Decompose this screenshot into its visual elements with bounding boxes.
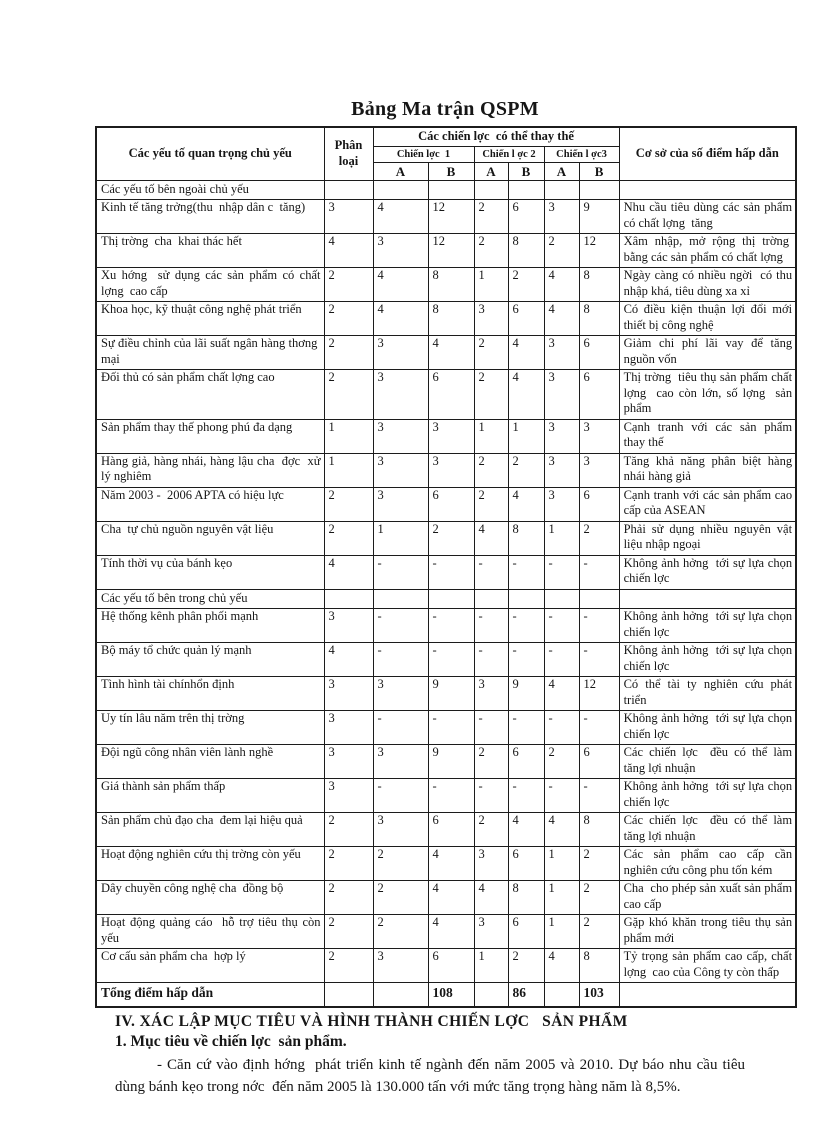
score-b1-cell: 6: [428, 949, 474, 983]
score-a3-cell: 1: [544, 847, 579, 881]
score-b3-cell: 9: [579, 200, 619, 234]
section-heading: IV. XÁC LẬP MỤC TIÊU VÀ HÌNH THÀNH CHIẾN LỢC SẢN PHẨM: [115, 1012, 628, 1030]
score-b1-cell: -: [428, 643, 474, 677]
classification-cell: 2: [324, 915, 373, 949]
score-b1-cell: 6: [428, 370, 474, 420]
score-a3-cell: [544, 983, 579, 1007]
score-a2-cell: -: [474, 711, 508, 745]
data-row: [96, 453, 796, 487]
factor-cell: Sản phẩm thay thế phong phú đa dạng: [96, 419, 324, 453]
score-a1-cell: 4: [373, 200, 428, 234]
data-row: [96, 711, 796, 745]
score-b1-cell: 4: [428, 881, 474, 915]
factor-cell: Giá thành sản phẩm thấp: [96, 779, 324, 813]
score-a2-cell: 2: [474, 234, 508, 268]
score-b1-cell: 4: [428, 915, 474, 949]
data-row: [96, 643, 796, 677]
score-b3-cell: [579, 180, 619, 200]
score-a1-cell: [373, 589, 428, 609]
score-b2-cell: -: [508, 555, 544, 589]
basis-cell: Phải sử dụng nhiều nguyên vật liệu nhập ngoại: [619, 521, 796, 555]
factor-cell: Thị trờng cha khai thác hết: [96, 234, 324, 268]
score-b2-cell: -: [508, 711, 544, 745]
factor-cell: Xu hớng sử dụng các sản phẩm có chất lợng cao cấp: [96, 268, 324, 302]
data-row: [96, 677, 796, 711]
factor-cell: Hoạt động nghiên cứu thị trờng còn yếu: [96, 847, 324, 881]
score-b3-cell: -: [579, 609, 619, 643]
score-b3-cell: 6: [579, 370, 619, 420]
score-a2-cell: 3: [474, 677, 508, 711]
score-a3-cell: [544, 589, 579, 609]
score-a2-cell: 1: [474, 949, 508, 983]
score-a3-cell: [544, 180, 579, 200]
score-a2-cell: 3: [474, 847, 508, 881]
header-row-1: [96, 127, 796, 146]
data-row: [96, 521, 796, 555]
basis-cell: Các sản phẩm cao cấp cần nghiên cứu công phu tốn kém: [619, 847, 796, 881]
header-strategy-2: Chiến l ợc 2: [474, 146, 544, 162]
header-sub-a2: A: [474, 162, 508, 180]
header-sub-a1: A: [373, 162, 428, 180]
score-a2-cell: -: [474, 779, 508, 813]
score-b2-cell: -: [508, 609, 544, 643]
score-b1-cell: 9: [428, 677, 474, 711]
score-b3-cell: 2: [579, 521, 619, 555]
basis-cell: Không ảnh hởng tới sự lựa chọn chiến lợc: [619, 779, 796, 813]
score-b1-cell: 4: [428, 847, 474, 881]
factor-cell: Uy tín lâu năm trên thị trờng: [96, 711, 324, 745]
score-b2-cell: 8: [508, 881, 544, 915]
data-row: [96, 370, 796, 420]
qspm-matrix-table: [95, 126, 797, 1008]
factor-cell: Cha tự chủ nguồn nguyên vật liệu: [96, 521, 324, 555]
score-a1-cell: -: [373, 609, 428, 643]
score-b2-cell: 6: [508, 847, 544, 881]
factor-cell: Dây chuyền công nghệ cha đồng bộ: [96, 881, 324, 915]
score-a3-cell: 3: [544, 453, 579, 487]
score-b3-cell: 6: [579, 336, 619, 370]
score-b3-cell: 6: [579, 745, 619, 779]
classification-cell: 3: [324, 745, 373, 779]
basis-cell: Tỷ trọng sản phẩm cao cấp, chất lợng cao của Công ty còn thấp: [619, 949, 796, 983]
score-b2-cell: -: [508, 643, 544, 677]
score-b2-cell: 6: [508, 915, 544, 949]
classification-cell: 1: [324, 419, 373, 453]
score-b2-cell: -: [508, 779, 544, 813]
basis-cell: Nhu cầu tiêu dùng các sản phẩm có chất lợng tăng: [619, 200, 796, 234]
classification-cell: 2: [324, 881, 373, 915]
score-b2-cell: 4: [508, 370, 544, 420]
score-b3-cell: 2: [579, 915, 619, 949]
score-b2-cell: [508, 180, 544, 200]
score-a1-cell: [373, 180, 428, 200]
score-a3-cell: -: [544, 609, 579, 643]
score-a3-cell: 4: [544, 949, 579, 983]
score-a2-cell: 2: [474, 336, 508, 370]
score-a1-cell: -: [373, 711, 428, 745]
score-b1-cell: 8: [428, 268, 474, 302]
score-a1-cell: 1: [373, 521, 428, 555]
score-b1-cell: [428, 589, 474, 609]
score-b3-cell: -: [579, 711, 619, 745]
header-sub-a3: A: [544, 162, 579, 180]
score-b1-cell: 6: [428, 487, 474, 521]
basis-cell: Thị trờng tiêu thụ sản phẩm chất lợng cao còn lớn, số lợng sản phẩm: [619, 370, 796, 420]
factor-cell: Hoạt động quảng cáo hỗ trợ tiêu thụ còn yếu: [96, 915, 324, 949]
score-a2-cell: -: [474, 609, 508, 643]
data-row: [96, 336, 796, 370]
classification-cell: 4: [324, 234, 373, 268]
header-classification: Phân loại: [324, 127, 373, 180]
score-b1-cell: 9: [428, 745, 474, 779]
score-b2-cell: 4: [508, 487, 544, 521]
classification-cell: 3: [324, 711, 373, 745]
score-a3-cell: 3: [544, 370, 579, 420]
data-row: [96, 609, 796, 643]
classification-cell: [324, 983, 373, 1007]
score-b1-cell: -: [428, 555, 474, 589]
score-b2-cell: 8: [508, 521, 544, 555]
data-row: [96, 745, 796, 779]
header-factors: Các yếu tố quan trọng chủ yếu: [96, 127, 324, 180]
table-header: [96, 127, 796, 180]
data-row: [96, 915, 796, 949]
score-b2-cell: 86: [508, 983, 544, 1007]
classification-cell: [324, 180, 373, 200]
score-a1-cell: [373, 983, 428, 1007]
factor-cell: Khoa học, kỹ thuật công nghệ phát triển: [96, 302, 324, 336]
classification-cell: 3: [324, 200, 373, 234]
score-b1-cell: 8: [428, 302, 474, 336]
score-b1-cell: -: [428, 779, 474, 813]
classification-cell: 3: [324, 779, 373, 813]
score-a3-cell: 4: [544, 813, 579, 847]
classification-cell: 4: [324, 643, 373, 677]
score-b3-cell: 8: [579, 302, 619, 336]
basis-cell: Cạnh tranh với các sản phẩm thay thế: [619, 419, 796, 453]
subsection-heading: 1. Mục tiêu về chiến lợc sản phẩm.: [115, 1032, 347, 1050]
score-a3-cell: 1: [544, 521, 579, 555]
score-a1-cell: 2: [373, 847, 428, 881]
score-a2-cell: 2: [474, 813, 508, 847]
basis-cell: Tăng khả năng phân biệt hàng nhái hàng giả: [619, 453, 796, 487]
score-a3-cell: 4: [544, 268, 579, 302]
score-b1-cell: 12: [428, 234, 474, 268]
header-sub-b3: B: [579, 162, 619, 180]
score-a1-cell: -: [373, 555, 428, 589]
basis-cell: [619, 589, 796, 609]
classification-cell: 2: [324, 949, 373, 983]
table-title: Bảng Ma trận QSPM: [351, 98, 539, 120]
header-basis: Cơ sở của số điểm hấp dẫn: [619, 127, 796, 180]
score-b1-cell: 108: [428, 983, 474, 1007]
score-a2-cell: [474, 589, 508, 609]
score-b3-cell: 8: [579, 813, 619, 847]
classification-cell: 2: [324, 487, 373, 521]
total-row: [96, 983, 796, 1007]
classification-cell: [324, 589, 373, 609]
score-b1-cell: 2: [428, 521, 474, 555]
header-sub-b2: B: [508, 162, 544, 180]
score-b2-cell: 1: [508, 419, 544, 453]
score-b3-cell: -: [579, 555, 619, 589]
score-b3-cell: 6: [579, 487, 619, 521]
score-b2-cell: 2: [508, 453, 544, 487]
score-b2-cell: 6: [508, 302, 544, 336]
classification-cell: 3: [324, 677, 373, 711]
score-b3-cell: 3: [579, 419, 619, 453]
body-paragraph: - Căn cứ vào định hớng phát triển kinh tế ngành đến năm 2005 và 2010. Dự báo nhu cầu tiêu dùng bánh kẹo trong nớc đến năm 2005 là 130.000 tấn với mức tăng trọng hàng năm là 8,5%.: [115, 1056, 749, 1095]
factor-cell: Sự điều chỉnh của lãi suất ngân hàng thơng mại: [96, 336, 324, 370]
data-row: [96, 949, 796, 983]
classification-cell: 2: [324, 370, 373, 420]
basis-cell: Không ảnh hởng tới sự lựa chọn chiến lợc: [619, 711, 796, 745]
factor-cell: Kinh tế tăng trởng(thu nhập dân c tăng): [96, 200, 324, 234]
score-a3-cell: -: [544, 779, 579, 813]
score-b2-cell: 4: [508, 813, 544, 847]
score-a2-cell: [474, 983, 508, 1007]
data-row: [96, 302, 796, 336]
score-a3-cell: -: [544, 711, 579, 745]
basis-cell: Có thể tài ty nghiên cứu phát triển: [619, 677, 796, 711]
score-a1-cell: 3: [373, 813, 428, 847]
score-b3-cell: 12: [579, 234, 619, 268]
header-strategy-3: Chiến l ợc3: [544, 146, 619, 162]
score-b3-cell: -: [579, 779, 619, 813]
basis-cell: Các chiến lợc đều có thể làm tăng lợi nhuận: [619, 745, 796, 779]
score-a1-cell: 2: [373, 881, 428, 915]
score-a2-cell: 3: [474, 915, 508, 949]
header-sub-b1: B: [428, 162, 474, 180]
score-b1-cell: [428, 180, 474, 200]
data-row: [96, 234, 796, 268]
score-a3-cell: -: [544, 555, 579, 589]
classification-cell: 3: [324, 609, 373, 643]
factor-cell: Hàng giả, hàng nhái, hàng lậu cha đợc xử lý nghiêm: [96, 453, 324, 487]
score-a1-cell: 3: [373, 745, 428, 779]
score-a3-cell: 4: [544, 302, 579, 336]
basis-cell: Có điều kiện thuận lợi đổi mới thiết bị công nghệ: [619, 302, 796, 336]
score-a2-cell: 2: [474, 370, 508, 420]
factor-cell: Các yếu tố bên trong chủ yếu: [96, 589, 324, 609]
score-a3-cell: 4: [544, 677, 579, 711]
score-b2-cell: 8: [508, 234, 544, 268]
score-a2-cell: 4: [474, 881, 508, 915]
classification-cell: 4: [324, 555, 373, 589]
basis-cell: Cha cho phép sản xuất sản phẩm cao cấp: [619, 881, 796, 915]
score-b3-cell: [579, 589, 619, 609]
score-a1-cell: 2: [373, 915, 428, 949]
score-b3-cell: -: [579, 643, 619, 677]
body-text-block: [95, 1013, 763, 1098]
score-a1-cell: 3: [373, 419, 428, 453]
score-a1-cell: -: [373, 643, 428, 677]
score-b2-cell: 2: [508, 268, 544, 302]
score-b2-cell: 6: [508, 200, 544, 234]
score-a1-cell: 3: [373, 370, 428, 420]
factor-cell: Đội ngũ công nhân viên lành nghề: [96, 745, 324, 779]
factor-cell: Tính thời vụ của bánh kẹo: [96, 555, 324, 589]
basis-cell: [619, 983, 796, 1007]
score-b2-cell: [508, 589, 544, 609]
score-a2-cell: 1: [474, 419, 508, 453]
score-b3-cell: 12: [579, 677, 619, 711]
score-a3-cell: 3: [544, 419, 579, 453]
score-a3-cell: -: [544, 643, 579, 677]
score-a3-cell: 3: [544, 487, 579, 521]
score-a1-cell: 3: [373, 453, 428, 487]
score-a2-cell: -: [474, 555, 508, 589]
classification-cell: 2: [324, 302, 373, 336]
score-b2-cell: 4: [508, 336, 544, 370]
data-row: [96, 268, 796, 302]
score-b1-cell: 3: [428, 419, 474, 453]
score-b3-cell: 2: [579, 847, 619, 881]
score-a1-cell: 3: [373, 487, 428, 521]
classification-cell: 2: [324, 268, 373, 302]
basis-cell: Gặp khó khăn trong tiêu thụ sản phẩm mới: [619, 915, 796, 949]
data-row: [96, 419, 796, 453]
table-body: [96, 180, 796, 1007]
data-row: [96, 555, 796, 589]
classification-cell: 2: [324, 847, 373, 881]
score-b3-cell: 2: [579, 881, 619, 915]
basis-cell: Không ảnh hởng tới sự lựa chọn chiến lợc: [619, 643, 796, 677]
classification-cell: 1: [324, 453, 373, 487]
score-b1-cell: -: [428, 711, 474, 745]
basis-cell: Giảm chi phí lãi vay để tăng nguồn vốn: [619, 336, 796, 370]
score-b1-cell: 12: [428, 200, 474, 234]
header-strategy-1: Chiến lợc 1: [373, 146, 474, 162]
factor-cell: Đối thủ có sản phẩm chất lợng cao: [96, 370, 324, 420]
data-row: [96, 813, 796, 847]
score-a2-cell: 2: [474, 453, 508, 487]
section-row: [96, 180, 796, 200]
score-a3-cell: 3: [544, 336, 579, 370]
score-b1-cell: 6: [428, 813, 474, 847]
data-row: [96, 881, 796, 915]
score-a2-cell: 2: [474, 487, 508, 521]
score-a1-cell: 3: [373, 677, 428, 711]
basis-cell: Không ảnh hởng tới sự lựa chọn chiến lợc: [619, 555, 796, 589]
score-b2-cell: 2: [508, 949, 544, 983]
basis-cell: Các chiến lợc đều có thể làm tăng lợi nhuận: [619, 813, 796, 847]
score-a2-cell: 3: [474, 302, 508, 336]
header-strategies-group: Các chiến lợc có thể thay thế: [373, 127, 619, 146]
score-a1-cell: 3: [373, 234, 428, 268]
score-a2-cell: [474, 180, 508, 200]
data-row: [96, 487, 796, 521]
factor-cell: Tình hình tài chínhổn định: [96, 677, 324, 711]
classification-cell: 2: [324, 336, 373, 370]
factor-cell: Các yếu tố bên ngoài chủ yếu: [96, 180, 324, 200]
score-b2-cell: 6: [508, 745, 544, 779]
basis-cell: Xâm nhập, mở rộng thị trờng bằng các sản phẩm có chất lợng: [619, 234, 796, 268]
score-b3-cell: 103: [579, 983, 619, 1007]
factor-cell: Cơ cấu sản phẩm cha hợp lý: [96, 949, 324, 983]
score-a1-cell: 3: [373, 949, 428, 983]
score-a1-cell: -: [373, 779, 428, 813]
factor-cell: Bộ máy tổ chức quản lý mạnh: [96, 643, 324, 677]
score-b1-cell: -: [428, 609, 474, 643]
data-row: [96, 200, 796, 234]
score-b1-cell: 3: [428, 453, 474, 487]
score-a3-cell: 1: [544, 881, 579, 915]
score-a3-cell: 2: [544, 234, 579, 268]
basis-cell: [619, 180, 796, 200]
score-a1-cell: 4: [373, 268, 428, 302]
score-a3-cell: 3: [544, 200, 579, 234]
score-a2-cell: -: [474, 643, 508, 677]
basis-cell: Ngày càng có nhiều ngời có thu nhập khá, tiêu dùng xa xỉ: [619, 268, 796, 302]
score-b2-cell: 9: [508, 677, 544, 711]
data-row: [96, 847, 796, 881]
score-b3-cell: 3: [579, 453, 619, 487]
basis-cell: Không ảnh hởng tới sự lựa chọn chiến lợc: [619, 609, 796, 643]
classification-cell: 2: [324, 521, 373, 555]
score-b3-cell: 8: [579, 268, 619, 302]
score-a3-cell: 2: [544, 745, 579, 779]
score-a1-cell: 3: [373, 336, 428, 370]
score-a3-cell: 1: [544, 915, 579, 949]
score-b3-cell: 8: [579, 949, 619, 983]
score-a2-cell: 2: [474, 745, 508, 779]
classification-cell: 2: [324, 813, 373, 847]
score-b1-cell: 4: [428, 336, 474, 370]
section-row: [96, 589, 796, 609]
basis-cell: Cạnh tranh với các sản phẩm cao cấp của ASEAN: [619, 487, 796, 521]
factor-cell: Tổng điểm hấp dẫn: [96, 983, 324, 1007]
factor-cell: Hệ thống kênh phân phối mạnh: [96, 609, 324, 643]
factor-cell: Sản phẩm chủ đạo cha đem lại hiệu quả: [96, 813, 324, 847]
score-a2-cell: 1: [474, 268, 508, 302]
score-a2-cell: 2: [474, 200, 508, 234]
data-row: [96, 779, 796, 813]
factor-cell: Năm 2003 - 2006 APTA có hiệu lực: [96, 487, 324, 521]
score-a2-cell: 4: [474, 521, 508, 555]
score-a1-cell: 4: [373, 302, 428, 336]
